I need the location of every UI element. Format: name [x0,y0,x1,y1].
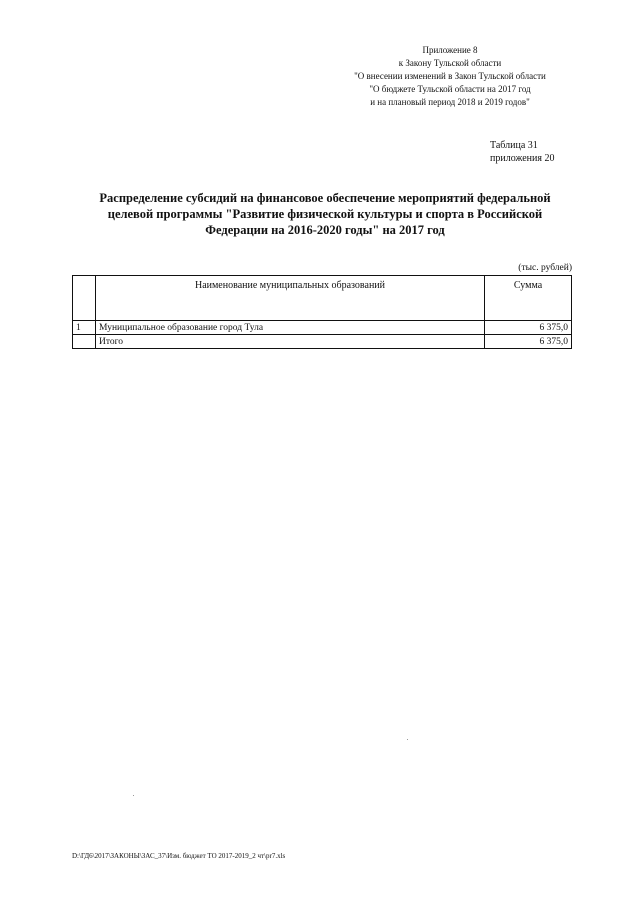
file-path-footer: D:\ГД6\2017\ЗАКОНЫ\ЗАС_37\Изм. бюджет ТО 2017-2019_2 чт\pr7.xls [72,852,286,860]
title-line: Распределение субсидий на финансовое обеспечение мероприятий федеральной [99,191,551,205]
appendix-line: к Закону Тульской области [398,58,502,68]
subsidy-table [72,275,572,349]
table-row [73,321,572,335]
row-name: Муниципальное образование город Тула [96,321,485,335]
scan-speck [407,739,408,740]
total-row [73,335,572,349]
document-title [80,190,570,238]
total-label: Итого [96,335,485,349]
units-label: (тыс. рублей) [518,263,572,273]
row-num: 1 [73,321,96,335]
appendix-line: Приложение 8 [422,45,478,55]
appendix-header [330,44,570,109]
appendix-line: "О внесении изменений в Закон Тульской области [354,71,546,81]
appendix-line: и на плановый период 2018 и 2019 годов" [370,97,530,107]
title-line: целевой программы "Развитие физической культуры и спорта в Российской [107,207,543,221]
table-number: Таблица 31 [490,140,538,151]
header-name: Наименование муниципальных образований [96,276,485,321]
table-header-row [73,276,572,321]
appendix-line: "О бюджете Тульской области на 2017 год [369,84,531,94]
total-num [73,335,96,349]
title-line: Федерации на 2016-2020 годы" на 2017 год [205,223,445,237]
total-sum: 6 375,0 [485,335,572,349]
header-num [73,276,96,321]
row-sum: 6 375,0 [485,321,572,335]
table-reference [490,139,554,165]
header-sum: Сумма [485,276,572,321]
scan-speck [133,795,134,796]
table-appendix-ref: приложения 20 [490,153,555,164]
